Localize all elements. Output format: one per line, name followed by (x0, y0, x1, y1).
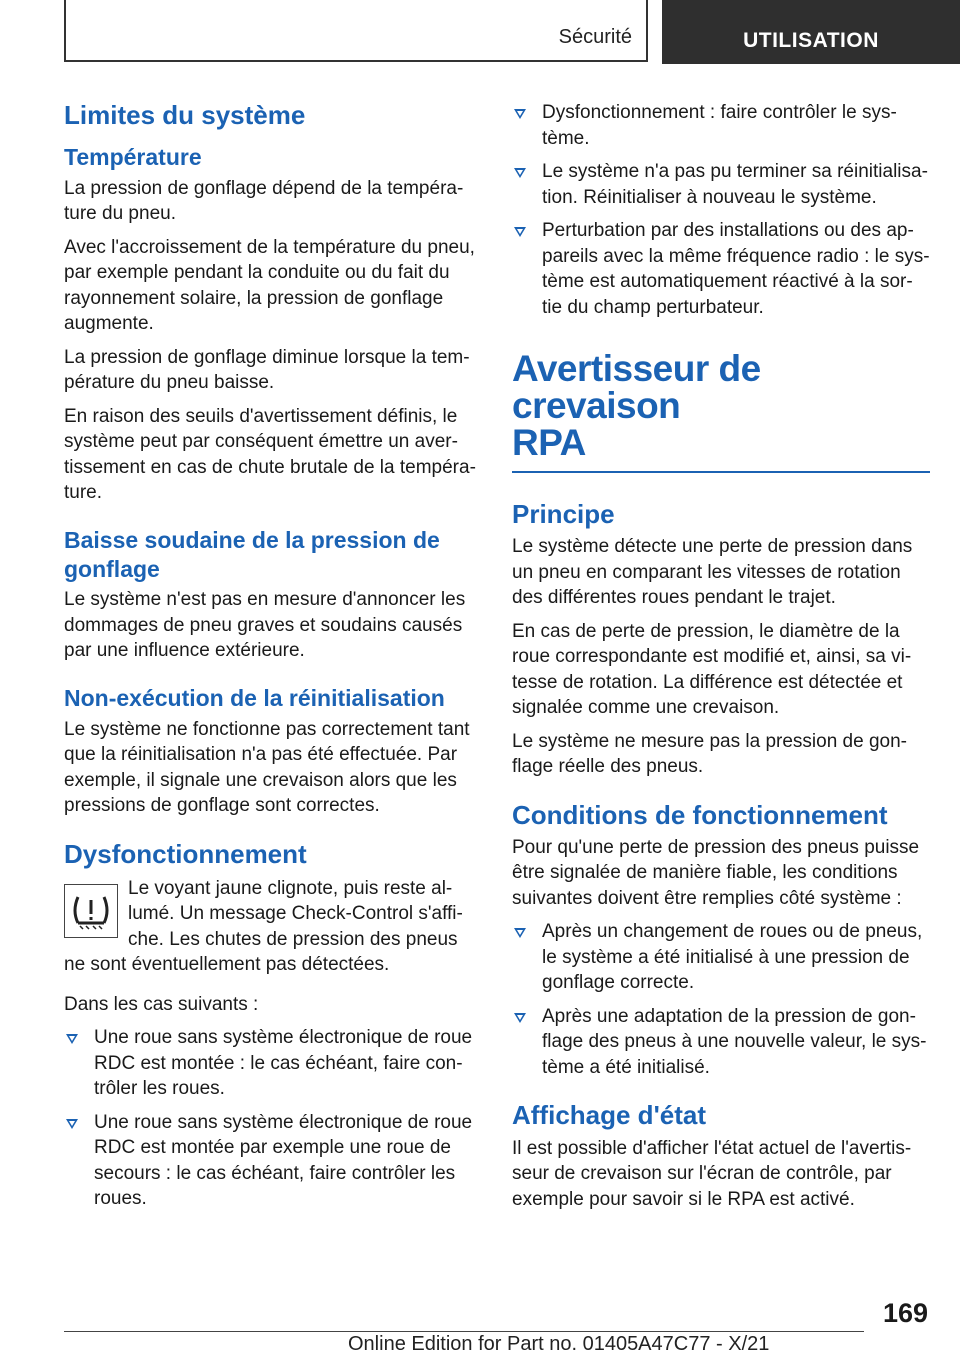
bullet-triangle-icon (66, 1034, 78, 1044)
heading-malfunction: Dysfonctionnement (64, 838, 307, 869)
chapter-title-line: Avertisseur de crevaison (512, 348, 761, 426)
list-item: Après un changement de roues ou de pneus, le système a été initialisé à une pression de gonflage correcte. (512, 919, 930, 996)
paragraph: En raison des seuils d'avertissement définis, le système peut par conséquent émettre un aver-tissement en cas de chute brutale de la tempéra-ture. (64, 405, 476, 504)
bullet-triangle-icon (514, 227, 526, 237)
list-item: Une roue sans système électronique de roue RDC est montée par exemple une roue de secours : le cas échéant, faire contrôler les roues. (64, 1110, 478, 1212)
paragraph: Le système détecte une perte de pression dans un pneu en comparant les vitesses de rotation des différentes roues pendant le trajet. (512, 536, 913, 609)
paragraph: La pression de gonflage dépend de la tempéra-ture du pneu. (64, 177, 464, 225)
warning-block (64, 876, 478, 978)
list-item: Une roue sans système électronique de roue RDC est montée : le cas échéant, faire con-trôler les roues. (64, 1025, 478, 1102)
left-column (64, 100, 478, 1220)
paragraph: Avec l'accroissement de la température du pneu, par exemple pendant la conduite ou du fait du rayonnement solaire, la pression de gonflage augmente. (64, 236, 475, 335)
list-item: Dysfonctionnement : faire contrôler le sys-tème. (512, 100, 930, 151)
paragraph: Dans les cas suivants : (64, 993, 259, 1015)
paragraph: En cas de perte de pression, le diamètre de la roue correspondante est modifié et, ainsi, sa vi-tesse de rotation. La différence est détectée et signalée comme une crevaison. (512, 620, 912, 719)
paragraph: Pour qu'une perte de pression des pneus puisse être signalée de manière fiable, les conditions suivantes doivent être remplies côté système : (512, 836, 920, 909)
heading-principle: Principe (512, 499, 615, 529)
section-label: Sécurité (558, 26, 632, 48)
list-item: Le système n'a pas pu terminer sa réinitialisa-tion. Réinitialiser à nouveau le système. (512, 159, 930, 210)
heading-status: Affichage d'état (512, 1100, 706, 1131)
warning-text: Le voyant jaune clignote, puis reste al-lumé. Un message Check-Control s'affi-che. Les chutes de pression des pneus ne sont éventuellement pas détectées. (64, 877, 463, 976)
paragraph: La pression de gonflage diminue lorsque la tem-pérature du pneu baisse. (64, 346, 470, 394)
page-number: 169 (882, 1298, 928, 1328)
paragraph: Le système ne mesure pas la pression de gon-flage réelle des pneus. (512, 730, 907, 778)
chapter-title-line: RPA (512, 422, 586, 463)
title-divider (512, 471, 930, 473)
section-tab (64, 0, 648, 62)
heading-conditions: Conditions de fonctionnement (512, 799, 888, 830)
footer-divider (64, 1331, 864, 1332)
list-item: Perturbation par des installations ou des ap-pareils avec la même fréquence radio : le sys-tème est automatiquement réactivé à la sor-tie du champ perturbateur. (512, 218, 930, 320)
list-item: Après une adaptation de la pression de gon-flage des pneus à une nouvelle valeur, le sys-tème a été initialisé. (512, 1004, 930, 1081)
paragraph: Il est possible d'afficher l'état actuel de l'avertis-seur de crevaison sur l'écran de contrôle, par exemple pour savoir si le RPA est activé. (512, 1137, 912, 1210)
bullet-list (512, 100, 930, 320)
page-header (0, 0, 960, 66)
bullet-triangle-icon (514, 1013, 526, 1023)
right-column (512, 100, 930, 1220)
bullet-triangle-icon (514, 928, 526, 938)
bullet-triangle-icon (514, 168, 526, 178)
chapter-title (512, 350, 930, 461)
edition-note: Online Edition for Part no. 01405A47C77 - X/21 (348, 1333, 770, 1355)
bullet-triangle-icon (66, 1119, 78, 1129)
chapter-label: UTILISATION (662, 0, 960, 64)
paragraph: Le système ne fonctionne pas correctement tant que la réinitialisation n'a pas été effectuée. Par exemple, il signale une crevaison alors que les pressions de gonflage sont correctes. (64, 718, 470, 817)
bullet-list (512, 919, 930, 1080)
paragraph: Le système n'est pas en mesure d'annoncer les dommages de pneu graves et soudains causés par une influence extérieure. (64, 589, 466, 662)
bullet-triangle-icon (514, 109, 526, 119)
heading-temperature: Température (64, 144, 202, 171)
bullet-list (64, 1025, 478, 1212)
heading-sudden-drop: Baisse soudaine de la pression de gonflage (64, 526, 440, 582)
heading-no-reset: Non-exécution de la réinitialisation (64, 684, 445, 711)
tire-pressure-warning-icon (64, 884, 118, 938)
section-title: Limites du système (64, 100, 306, 130)
